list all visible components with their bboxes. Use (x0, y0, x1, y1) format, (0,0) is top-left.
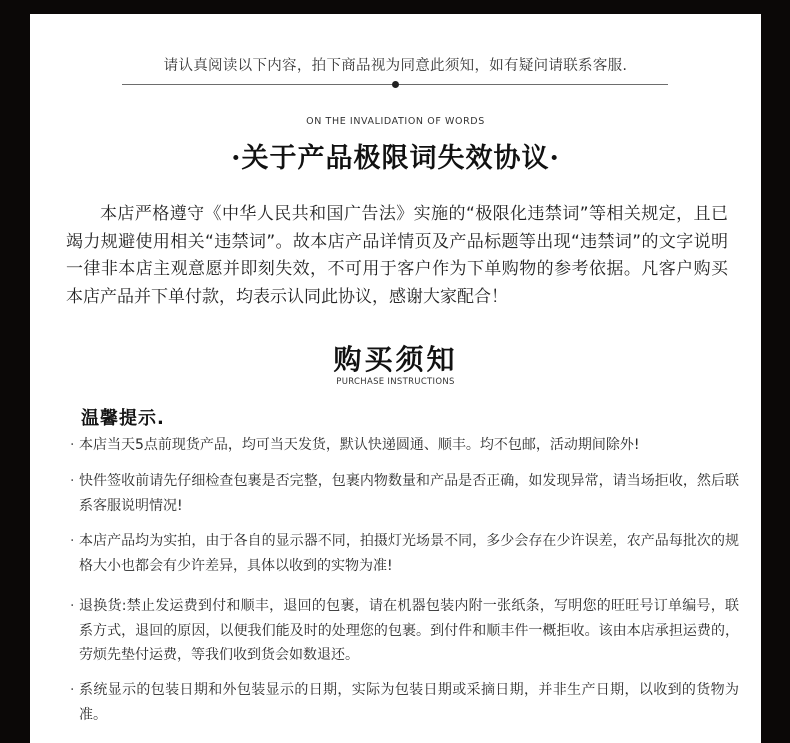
list-item-text: 系统显示的包装日期和外包装显示的日期，实际为包装日期或采摘日期，并非生产日期，以收到的货物为准。 (79, 682, 739, 723)
tips-heading: 温馨提示. (81, 408, 165, 429)
purchase-title: 购买须知 (333, 343, 458, 376)
divider-dot-icon (392, 81, 399, 88)
agreement-subtitle-en: ON THE INVALIDATION OF WORDS (306, 116, 485, 127)
list-item-text: 快件签收前请先仔细检查包裹是否完整，包裹内物数量和产品是否正确，如发现异常，请当场拒收，然后联系客服说明情况! (79, 473, 739, 514)
purchase-subtitle-en: PURCHASE INSTRUCTIONS (336, 377, 455, 387)
list-item (70, 594, 739, 668)
bullet-icon: · (70, 473, 75, 489)
agreement-title: ·关于产品极限词失效协议· (231, 143, 560, 174)
list-item-text: 本店当天5点前现货产品，均可当天发货，默认快递圆通、顺丰。均不包邮，活动期间除外! (79, 437, 640, 453)
bullet-icon: · (70, 682, 75, 698)
bullet-icon: · (70, 598, 75, 614)
list-item (70, 678, 739, 727)
purchase-notice: 请认真阅读以下内容，拍下商品视为同意此须知，如有疑问请联系客服. (163, 58, 628, 74)
bullet-icon: · (70, 437, 75, 453)
list-item-text: 退换货:禁止发运费到付和顺丰，退回的包裹，请在机器包装内附一张纸条，写明您的旺旺号订单编号，联系方式，退回的原因，以便我们能及时的处理您的包裹。到付件和顺丰件一概拒收。该由本店承担运费的，劳烦先垫付运费，等我们收到货会如数退还。 (79, 598, 739, 663)
list-item (70, 433, 739, 458)
instruction-sheet (30, 14, 761, 743)
list-item-text: 本店产品均为实拍，由于各自的显示器不同，拍摄灯光场景不同，多少会存在少许误差，农产品每批次的规格大小也都会有少许差异，具体以收到的实物为准! (79, 533, 739, 574)
list-item (70, 469, 739, 518)
bullet-icon: · (70, 533, 75, 549)
list-item (70, 529, 739, 578)
agreement-body: 本店严格遵守《中华人民共和国广告法》实施的“极限化违禁词”等相关规定，且已竭力规避使用相关“违禁词”。故本店产品详情页及产品标题等出现“违禁词”的文字说明一律非本店主观意愿并即刻失效，不可用于客户作为下单购物的参考依据。凡客户购买本店产品并下单付款，均表示认同此协议，感谢大家配合！ (66, 204, 728, 307)
